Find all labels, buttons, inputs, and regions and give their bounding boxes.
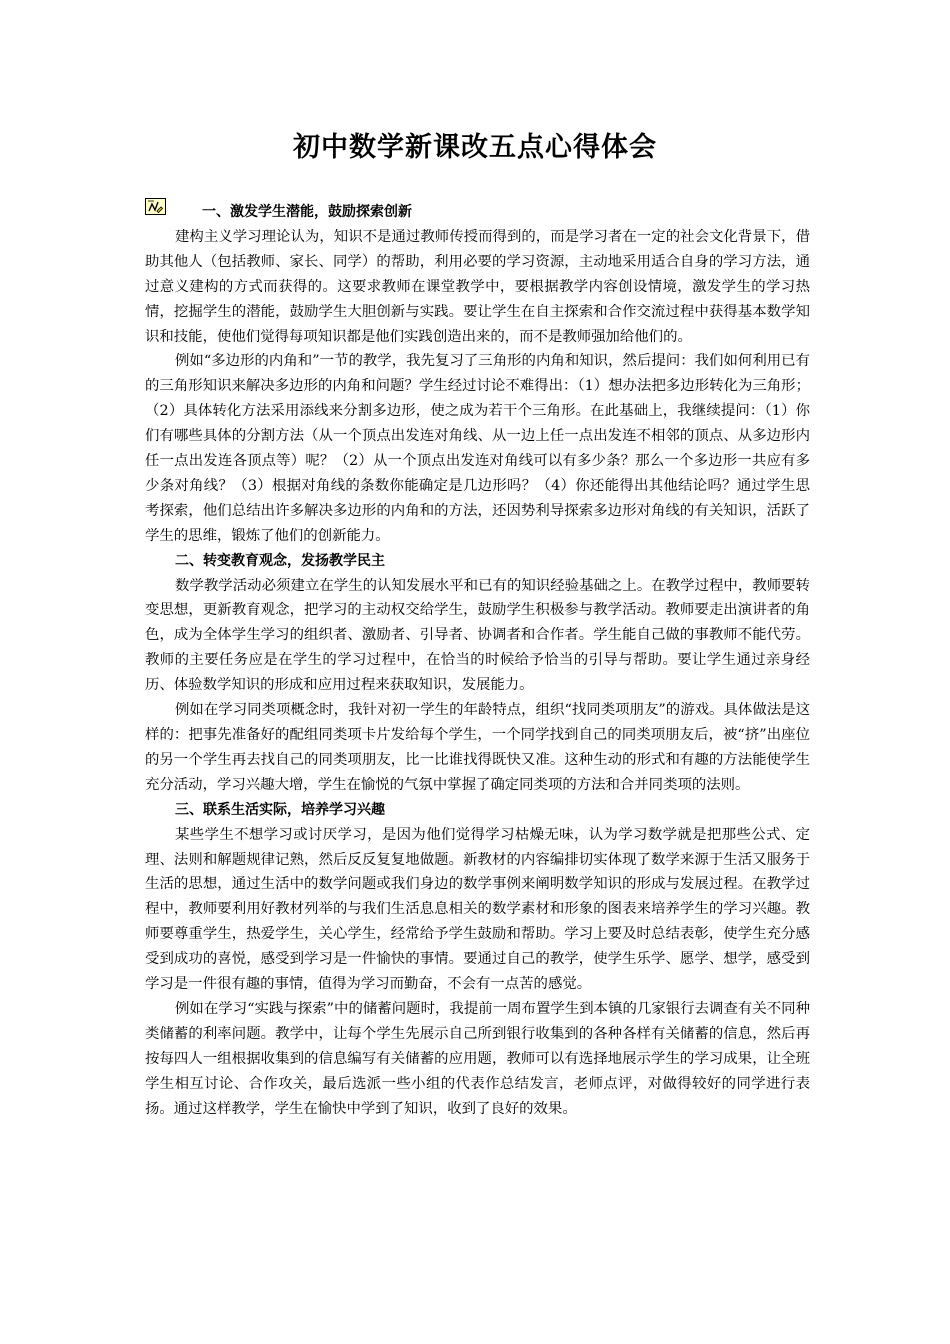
paragraph: 例如在学习“实践与探索”中的储蓄问题时，我提前一周布置学生到本镇的几家银行去调查有关不同种类储蓄的利率问题。教学中，让每个学生先展示自己所到银行收集到的各种各样有关储蓄的信息，然后再按每四人一组根据收集到的信息编写有关储蓄的应用题，教师可以有选择地展示学生的学习成果，让全班学生相互讨论、合作攻关，最后选派一些小组的代表作总结发言，老师点评，对做得较好的同学进行表扬。通过这样教学，学生在愉快中学到了知识，收到了良好的效果。 [145, 1000, 810, 1117]
section-heading: 三、联系生活实际，培养学习兴趣 [175, 801, 385, 818]
section-1 [145, 200, 810, 549]
paragraph: 某些学生不想学习或讨厌学习，是因为他们觉得学习枯燥无味，认为学习数学就是把那些公式、定理、法则和解题规律记熟，然后反反复复地做题。新教材的内容编排切实体现了数学来源于生活又服务于生活的思想，通过生活中的数学问题或我们身边的数学事例来阐明数学知识的形成与发展过程。在教学过程中，教师要利用好教材列举的与我们生活息息相关的数学素材和形象的图表来培养学生的学习兴趣。教师要尊重学生，热爱学生，关心学生，经常给予学生鼓励和帮助。学习上要及时总结表彰，使学生充分感受到成功的喜悦，感受到学习是一件愉快的事情。要通过自己的教学，使学生乐学、愿学、想学，感受到学习是一件很有趣的事情，值得为学习而勤奋，不会有一点苦的感觉。 [145, 826, 810, 993]
document-body [145, 200, 810, 1121]
section-3 [145, 798, 810, 1122]
paragraph: 数学教学活动必须建立在学生的认知发展水平和已有的知识经验基础之上。在教学过程中，教师要转变思想，更新教育观念，把学习的主动权交给学生，鼓励学生积极参与教学活动。教师要走出演讲者的角色，成为全体学生学习的组织者、激励者、引导者、协调者和合作者。学生能自己做的事教师不能代劳。教师的主要任务应是在学生的学习过程中，在恰当的时候给予恰当的引导与帮助。要让学生通过亲身经历、体验数学知识的形成和应用过程来获取知识，发展能力。 [145, 577, 810, 694]
paragraph: 例如在学习同类项概念时，我针对初一学生的年龄特点，组织“找同类项朋友”的游戏。具体做法是这样的：把事先准备好的配组同类项卡片发给每个学生，一个同学找到自己的同类项朋友后，被“挤”出座位的另一个学生再去找自己的同类项朋友，比一比谁找得既快又准。这种生动的形式和有趣的方法能使学生充分活动，学习兴趣大增，学生在愉悦的气氛中掌握了确定同类项的方法和合并同类项的法则。 [145, 702, 810, 793]
page-title: 初中数学新课改五点心得体会 [293, 132, 657, 163]
paragraph: 建构主义学习理论认为，知识不是通过教师传授而得到的，而是学习者在一定的社会文化背景下，借助其他人（包括教师、家长、同学）的帮助，利用必要的学习资源，主动地采用适合自身的学习方法，通过意义建构的方式而获得的。这要求教师在课堂教学中，要根据教学内容创设情境，激发学生的学习热情，挖掘学生的潜能，鼓励学生大胆创新与实践。要让学生在自主探索和合作交流过程中获得基本数学知识和技能，使他们觉得每项知识都是他们实践创造出来的，而不是教师强加给他们的。 [145, 228, 810, 345]
section-heading: 二、转变教育观念，发扬教学民主 [175, 552, 385, 569]
section-heading: 一、激发学生潜能，鼓励探索创新 [202, 204, 412, 220]
paragraph: 例如“多边形的内角和”一节的教学，我先复习了三角形的内角和知识，然后提问：我们如何利用已有的三角形知识来解决多边形的内角和问题？学生经过讨论不难得出：（1）想办法把多边形转化为三角形；（2）具体转化方法采用添线来分割多边形，使之成为若干个三角形。在此基础上，我继续提问：（1）你们有哪些具体的分割方法（从一个顶点出发连对角线、从一边上任一点出发连不相邻的顶点、从多边形内任一点出发连各顶点等）呢？（2）从一个顶点出发连对角线可以有多少条？那么一个多边形一共应有多少条对角线？（3）根据对角线的条数你能确定是几边形吗？（4）你还能得出其他结论吗？通过学生思考探索，他们总结出许多解决多边形的内角和的方法，还因势利导探索多边形对角线的有关知识，活跃了学生的思维，锻炼了他们的创新能力。 [145, 353, 810, 544]
section-2 [145, 549, 810, 798]
